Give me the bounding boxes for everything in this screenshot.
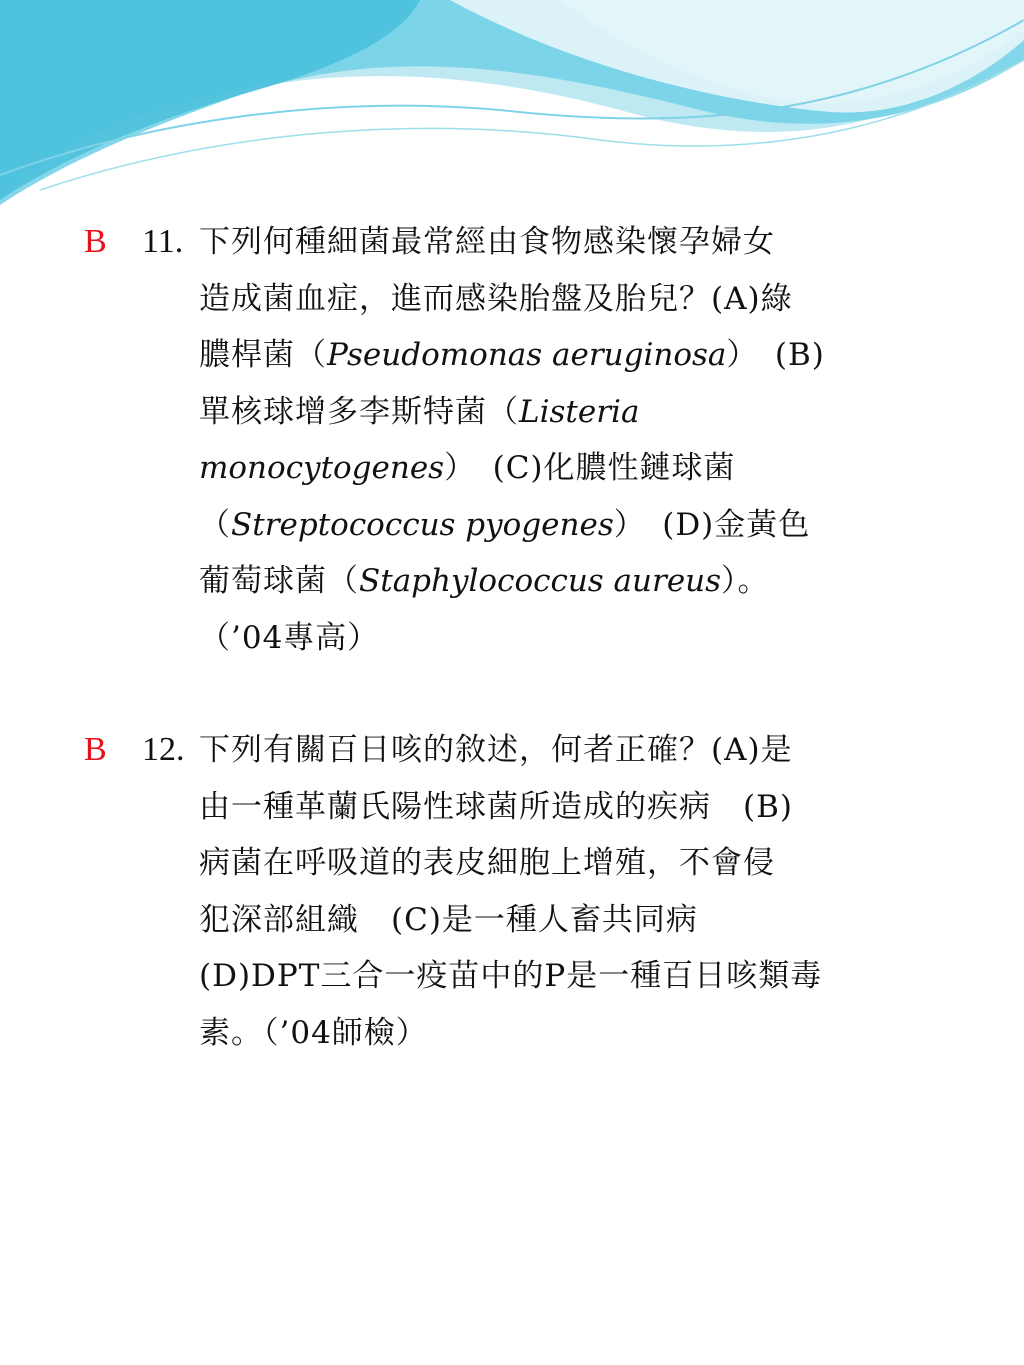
species-name: Streptococcus pyogenes — [231, 506, 614, 543]
question-line: ） (D)金黃色 — [613, 506, 811, 543]
question-line: (D)DPT三合一疫苗中的P是一種百日咳類毒 — [199, 958, 823, 994]
question-source: （’04專高） — [199, 619, 380, 656]
question-number: 11. — [142, 223, 184, 260]
species-name: Staphylococcus aureus — [359, 563, 722, 599]
answer-key: B — [84, 223, 107, 260]
question-line: ） (C)化膿性鏈球菌 — [444, 450, 736, 486]
question-line: ） (B) — [726, 337, 825, 373]
question-line: 單核球增多李斯特菌（ — [199, 393, 519, 430]
question-line: 下列何種細菌最常經由食物感染懷孕婦女 — [199, 224, 775, 260]
question-text — [199, 722, 911, 1061]
question-number: 12. — [142, 731, 185, 768]
species-name: Pseudomonas aeruginosa — [327, 337, 727, 373]
question-line: ）。 — [721, 563, 770, 599]
question-source: 素。（’04師檢） — [199, 1014, 428, 1051]
question-text — [199, 214, 911, 666]
species-name: monocytogenes — [199, 450, 445, 486]
question-line: 葡萄球菌（ — [199, 563, 359, 599]
question-line: 下列有關百日咳的敘述，何者正確？(A)是 — [199, 732, 793, 768]
question-line: 造成菌血症，進而感染胎盤及胎兒？(A)綠 — [199, 280, 793, 317]
question-line: 病菌在呼吸道的表皮細胞上增殖，不會侵 — [199, 845, 775, 881]
question-line: 膿桿菌（ — [199, 337, 327, 373]
answer-key: B — [84, 731, 107, 768]
question-line: 犯深部組織 (C)是一種人畜共同病 — [199, 901, 698, 938]
question-line: （ — [199, 506, 231, 543]
question-line: 由一種革蘭氏陽性球菌所造成的疾病 (B) — [199, 788, 793, 825]
species-name: Listeria — [519, 393, 640, 430]
